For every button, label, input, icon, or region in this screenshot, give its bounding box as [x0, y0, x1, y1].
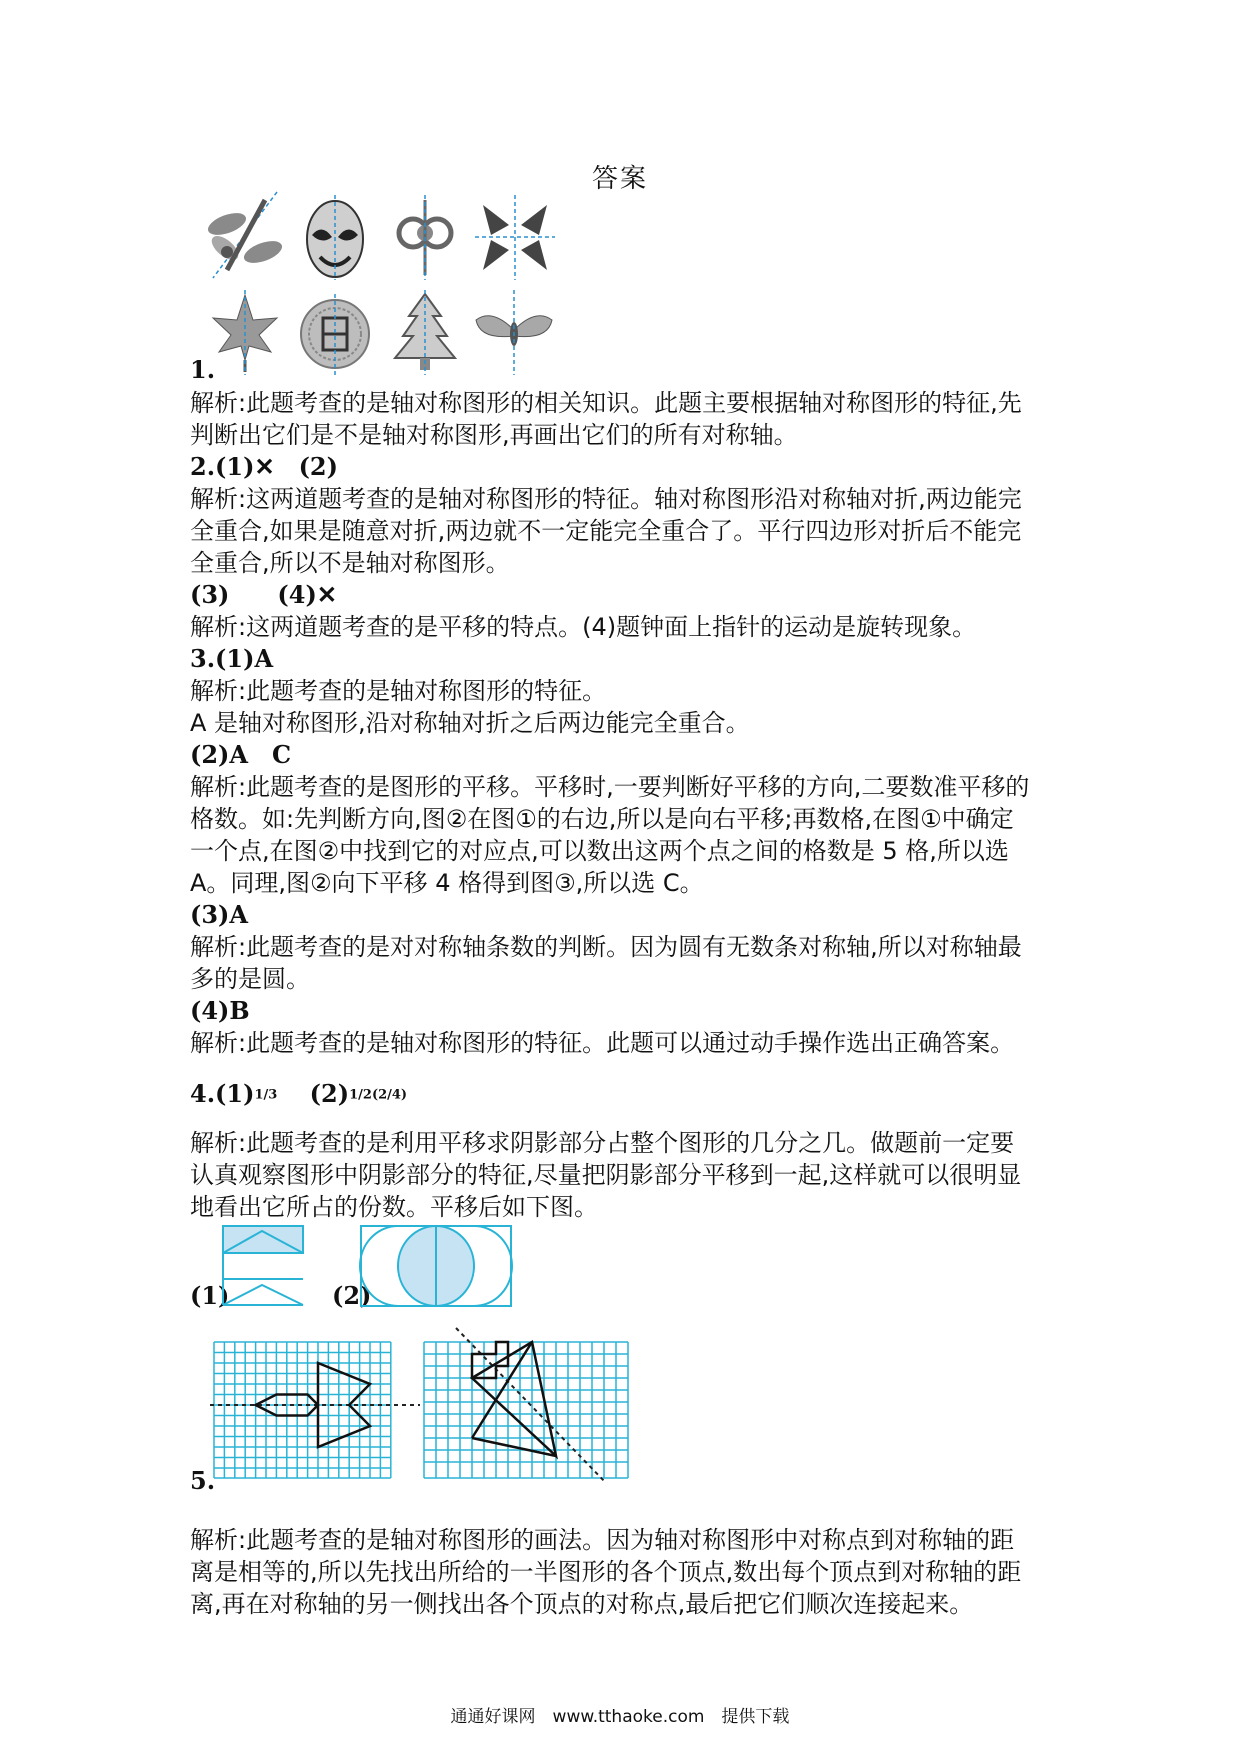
q5-grid-2 [420, 1325, 650, 1485]
q3-analysis-1: 解析:此题考查的是轴对称图形的特征。 [190, 677, 607, 705]
q1-number: 1. [190, 355, 216, 384]
fraction-two-fourths: (2/4) [371, 1087, 408, 1103]
q3-analysis-3: 解析:此题考查的是对对称轴条数的判断。因为圆有无数条对称轴,所以对称轴最 多的是圆。 [190, 933, 1022, 993]
q4-label-1: (1) [190, 1281, 230, 1310]
q5-analysis: 解析:此题考查的是轴对称图形的画法。因为轴对称图形中对称点到对称轴的距 离是相等的,所以先找出所给的一半图形的各个顶点,数出每个顶点到对称轴的距 离,再在对称轴的另一侧找出各个顶点的对称点,最后把它们顺次连接起来。 [190, 1526, 1022, 1618]
page-title: 答案 [591, 164, 648, 194]
q1-analysis: 解析:此题考查的是轴对称图形的相关知识。此题主要根据轴对称图形的特征,先 判断出它们是不是轴对称图形,再画出它们的所有对称轴。 [190, 389, 1022, 449]
q3-answer-1: 3.(1)A [190, 644, 274, 673]
q2-analysis-a: 解析:这两道题考查的是轴对称图形的特征。轴对称图形沿对称轴对折,两边能完 全重合,如果是随意对折,两边就不一定能完全重合了。平行四边形对折后不能完 全重合,所以不是轴对称图形。 [190, 485, 1022, 577]
fraction-one-half: 1/2 [349, 1087, 372, 1103]
q5-number: 5. [190, 1466, 216, 1495]
fraction-one-third: 1/3 [254, 1087, 278, 1103]
q3-analysis-2: 解析:此题考查的是图形的平移。平移时,一要判断好平移的方向,二要数准平移的 格数。如:先判断方向,图②在图①的右边,所以是向右平移;再数格,在图①中确定 一个点,在图②中找到它的对应点,可以数出这两个点之间的格数是 5 格,所以选 A。同理,图②向下平移 4 格得到图③,所以选 C。 [190, 773, 1030, 897]
q5-grid-1 [210, 1340, 420, 1480]
q4-diagram-1 [222, 1225, 304, 1307]
opera-mask-icon [300, 195, 370, 280]
q2-answer-a: 2.(1)✕ (2) [190, 452, 338, 481]
q3-note-1: A 是轴对称图形,沿对称轴对折之后两边能完全重合。 [190, 709, 750, 737]
q3-answer-2: (2)A C [190, 740, 292, 769]
q4-analysis: 解析:此题考查的是利用平移求阴影部分占整个图形的几分之几。做题前一定要 认真观察图形中阴影部分的特征,尽量把阴影部分平移到一起,这样就可以很明显 地看出它所占的份数。平移后如下图。 [190, 1129, 1022, 1221]
page-footer: 通通好课网 www.tthaoke.com 提供下载 [450, 1707, 790, 1727]
q4-answer: 4.(1)1/3 (2)1/2(2/4) [190, 1079, 408, 1108]
scissors-pattern-icon [475, 195, 555, 280]
q2-analysis-b: 解析:这两道题考查的是平移的特点。(4)题钟面上指针的运动是旋转现象。 [190, 613, 977, 641]
q4-diagram-2 [360, 1225, 512, 1307]
q4-label-2: (2) [332, 1281, 372, 1310]
dragonfly-icon [205, 190, 285, 280]
q3-analysis-4: 解析:此题考查的是轴对称图形的特征。此题可以通过动手操作选出正确答案。 [190, 1029, 1015, 1057]
q3-answer-3: (3)A [190, 900, 249, 929]
chinese-knot-icon [385, 195, 465, 280]
q3-answer-4: (4)B [190, 996, 250, 1025]
q2-answer-b: (3) (4)✕ [190, 580, 337, 609]
